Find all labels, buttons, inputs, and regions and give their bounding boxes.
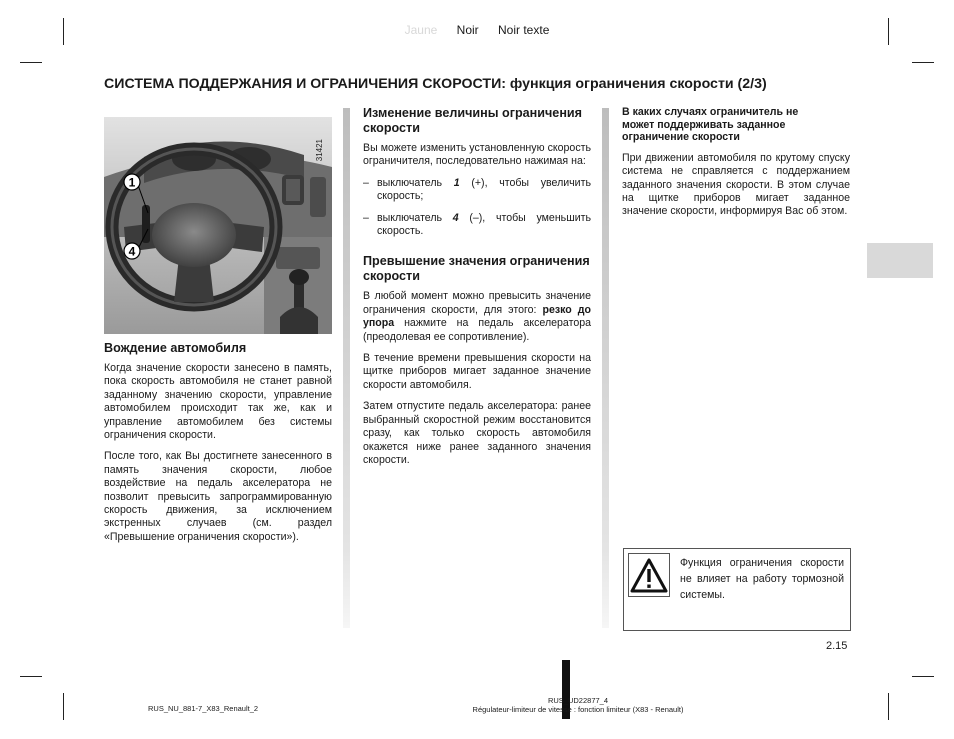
paragraph: При движении автомобиля по крутому спуску система не справляется с поддержанием заданного значения скорости. В этом случае на щитке приборов мигает заданное значение скорости, информируя Вас об этом. <box>622 151 850 218</box>
print-color-labels <box>0 23 954 37</box>
section-heading-change-limit: Изменение величины ограничения скорости <box>363 106 583 135</box>
page-title: СИСТЕМА ПОДДЕРЖАНИЯ И ОГРАНИЧЕНИЯ СКОРОСТИ: функция ограничения скорости (2/3) <box>104 76 767 92</box>
column-divider <box>602 108 609 628</box>
steering-wheel-illustration <box>104 117 332 334</box>
bullet-text: (+), чтобы увеличить скорость; <box>377 176 591 203</box>
footer-doc-title: Régulateur-limiteur de vitesse : fonction limiteur (X83 - Renault) <box>472 705 684 714</box>
warning-text: Функция ограничения скорости не влияет на работу тормозной системы. <box>680 557 844 601</box>
section-heading-cannot-maintain: В каких случаях ограничитель не может поддерживать заданное ограничение скорости <box>622 106 799 144</box>
crop-mark <box>20 62 42 63</box>
middle-column <box>363 106 591 475</box>
footer-left: RUS_NU_881-7_X83_Renault_2 <box>148 704 259 713</box>
warning-icon-frame <box>628 553 670 597</box>
section-tab <box>867 243 933 278</box>
steering-wheel-figure <box>104 117 332 334</box>
list-item <box>363 212 591 239</box>
footer-doc-code: RUS_UD22877_4 <box>547 696 609 705</box>
bullet-text: выключатель <box>377 211 453 224</box>
bullet-dash: – <box>363 211 369 224</box>
switch-number: 1 <box>453 176 460 189</box>
left-column <box>104 341 332 552</box>
paragraph: После того, как Вы достигнете занесенного в память значения скорости, любое воздействие на педаль акселератора не позволит превысить запрограммированную скорость движения, за исключением экстренных случаев (см. раздел «Превышение ограничения скорости»). <box>104 450 332 543</box>
list-item <box>363 177 591 204</box>
color-label-jaune: Jaune <box>404 23 438 37</box>
color-label-noir-texte: Noir texte <box>498 23 550 37</box>
switch-number: 4 <box>452 211 459 224</box>
warning-box <box>623 548 851 631</box>
bullet-text: выключатель <box>377 176 454 189</box>
crop-mark <box>912 62 934 63</box>
bullet-dash: – <box>363 176 369 189</box>
crop-mark <box>888 693 889 720</box>
page-number: 2.15 <box>826 640 848 652</box>
callout-4-label: 4 <box>128 244 136 259</box>
paragraph: В течение времени превышения скорости на щитке приборов мигает заданное значение скорости автомобиля. <box>363 352 591 391</box>
color-label-noir: Noir <box>456 23 479 37</box>
callout-1-label: 1 <box>128 175 136 190</box>
section-heading-exceed-limit: Превышение значения ограничения скорости <box>363 254 590 284</box>
warning-icon <box>629 554 669 596</box>
right-column <box>622 106 850 227</box>
crop-mark <box>63 693 64 720</box>
figure-code: 31421 <box>315 139 324 162</box>
paragraph <box>363 290 591 344</box>
paragraph-text: В любой момент можно превысить значение ограничения скорости, для этого: <box>363 290 591 316</box>
emphasis-text: резко до упора <box>363 303 591 330</box>
paragraph-text: нажмите на педаль акселератора (преодолевая ее сопротивление). <box>363 317 591 343</box>
paragraph: Затем отпустите педаль акселератора: ранее выбранный скоростной режим восстановится сразу, как только скорость автомобиля окажется ниже ранее заданного значения скорости. <box>363 400 591 466</box>
crop-mark <box>912 676 934 677</box>
column-divider <box>343 108 350 628</box>
section-heading-driving: Вождение автомобиля <box>104 341 247 355</box>
paragraph: Когда значение скорости занесено в память, пока скорость автомобиля не станет равной заданному значению скорости, управление автомобилем происходит так же, как и управление автомобилем без системы ограничения скорости. <box>104 362 332 442</box>
crop-mark <box>20 676 42 677</box>
paragraph: Вы можете изменить установленную скорость ограничителя, последовательно нажимая на: <box>363 142 591 168</box>
footer-center <box>470 696 686 714</box>
bullet-text: (–), чтобы уменьшить скорость. <box>377 211 591 238</box>
